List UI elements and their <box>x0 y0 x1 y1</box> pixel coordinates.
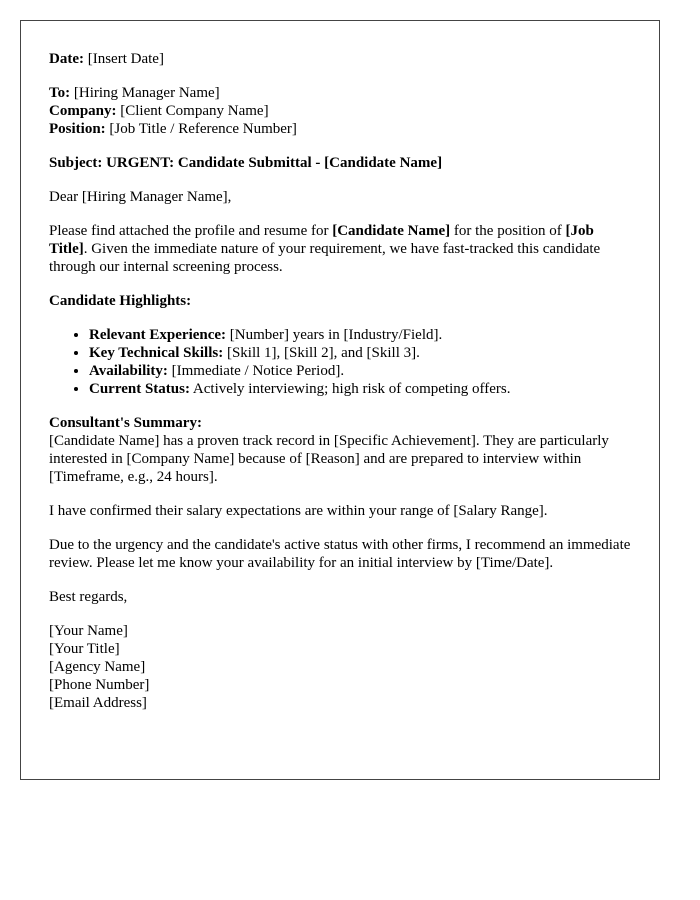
subject-line: Subject: URGENT: Candidate Submittal - [Candidate Name] <box>49 155 443 171</box>
highlight-value: [Skill 1], [Skill 2], and [Skill 3]. <box>223 345 420 361</box>
salary-paragraph: I have confirmed their salary expectations are within your range of [Salary Range]. <box>49 503 548 519</box>
company-label: Company: <box>49 103 117 119</box>
intro-job-title: [Job Title] <box>49 223 594 257</box>
signature-phone: [Phone Number] <box>49 677 150 693</box>
highlight-label: Availability: <box>89 363 168 379</box>
to-value: [Hiring Manager Name] <box>70 85 220 101</box>
intro-text-1: Please find attached the profile and resume for <box>49 223 333 239</box>
date-value: [Insert Date] <box>83 51 164 67</box>
company-line <box>49 102 631 120</box>
highlight-item <box>89 362 631 380</box>
date-line <box>49 50 631 68</box>
intro-candidate-name: [Candidate Name] <box>332 223 451 239</box>
highlight-value: Actively interviewing; high risk of competing offers. <box>189 381 511 397</box>
highlight-value: [Immediate / Notice Period]. <box>167 363 345 379</box>
position-value: [Job Title / Reference Number] <box>105 121 297 137</box>
signature-email: [Email Address] <box>49 695 147 711</box>
closing: Best regards, <box>49 589 128 605</box>
salutation: Dear [Hiring Manager Name], <box>49 189 232 205</box>
highlight-label: Key Technical Skills: <box>89 345 224 361</box>
highlight-label: Relevant Experience: <box>89 327 227 343</box>
company-value: [Client Company Name] <box>116 103 269 119</box>
highlights-heading: Candidate Highlights: <box>49 293 192 309</box>
position-line <box>49 120 631 138</box>
recipient-block <box>49 84 631 138</box>
summary-text: [Candidate Name] has a proven track record in [Specific Achievement]. They are particularly interested in [Company Name] because of [Reason] and are prepared to interview within [Timeframe, e.g., 24 hours]. <box>49 433 609 485</box>
urgency-paragraph: Due to the urgency and the candidate's active status with other firms, I recommend an immediate review. Please let me know your availability for an initial interview by [Time/Date]. <box>49 537 631 571</box>
position-label: Position: <box>49 121 106 137</box>
to-label: To: <box>49 85 71 101</box>
intro-paragraph <box>49 222 631 276</box>
summary-heading: Consultant's Summary: <box>49 415 202 431</box>
summary-paragraph <box>49 414 631 486</box>
letter-document <box>20 20 660 780</box>
highlight-item <box>89 380 631 398</box>
highlight-value: [Number] years in [Industry/Field]. <box>226 327 443 343</box>
signature-title: [Your Title] <box>49 641 120 657</box>
intro-text-3: . Given the immediate nature of your requirement, we have fast-tracked this candidate through our internal screening process. <box>49 241 601 275</box>
signature-agency: [Agency Name] <box>49 659 146 675</box>
intro-text-2: for the position of <box>450 223 566 239</box>
signature-block <box>49 622 631 712</box>
highlights-list <box>49 326 631 398</box>
highlight-item <box>89 326 631 344</box>
to-line <box>49 84 631 102</box>
highlight-item <box>89 344 631 362</box>
date-label: Date: <box>49 51 84 67</box>
highlight-label: Current Status: <box>89 381 190 397</box>
signature-name: [Your Name] <box>49 623 128 639</box>
